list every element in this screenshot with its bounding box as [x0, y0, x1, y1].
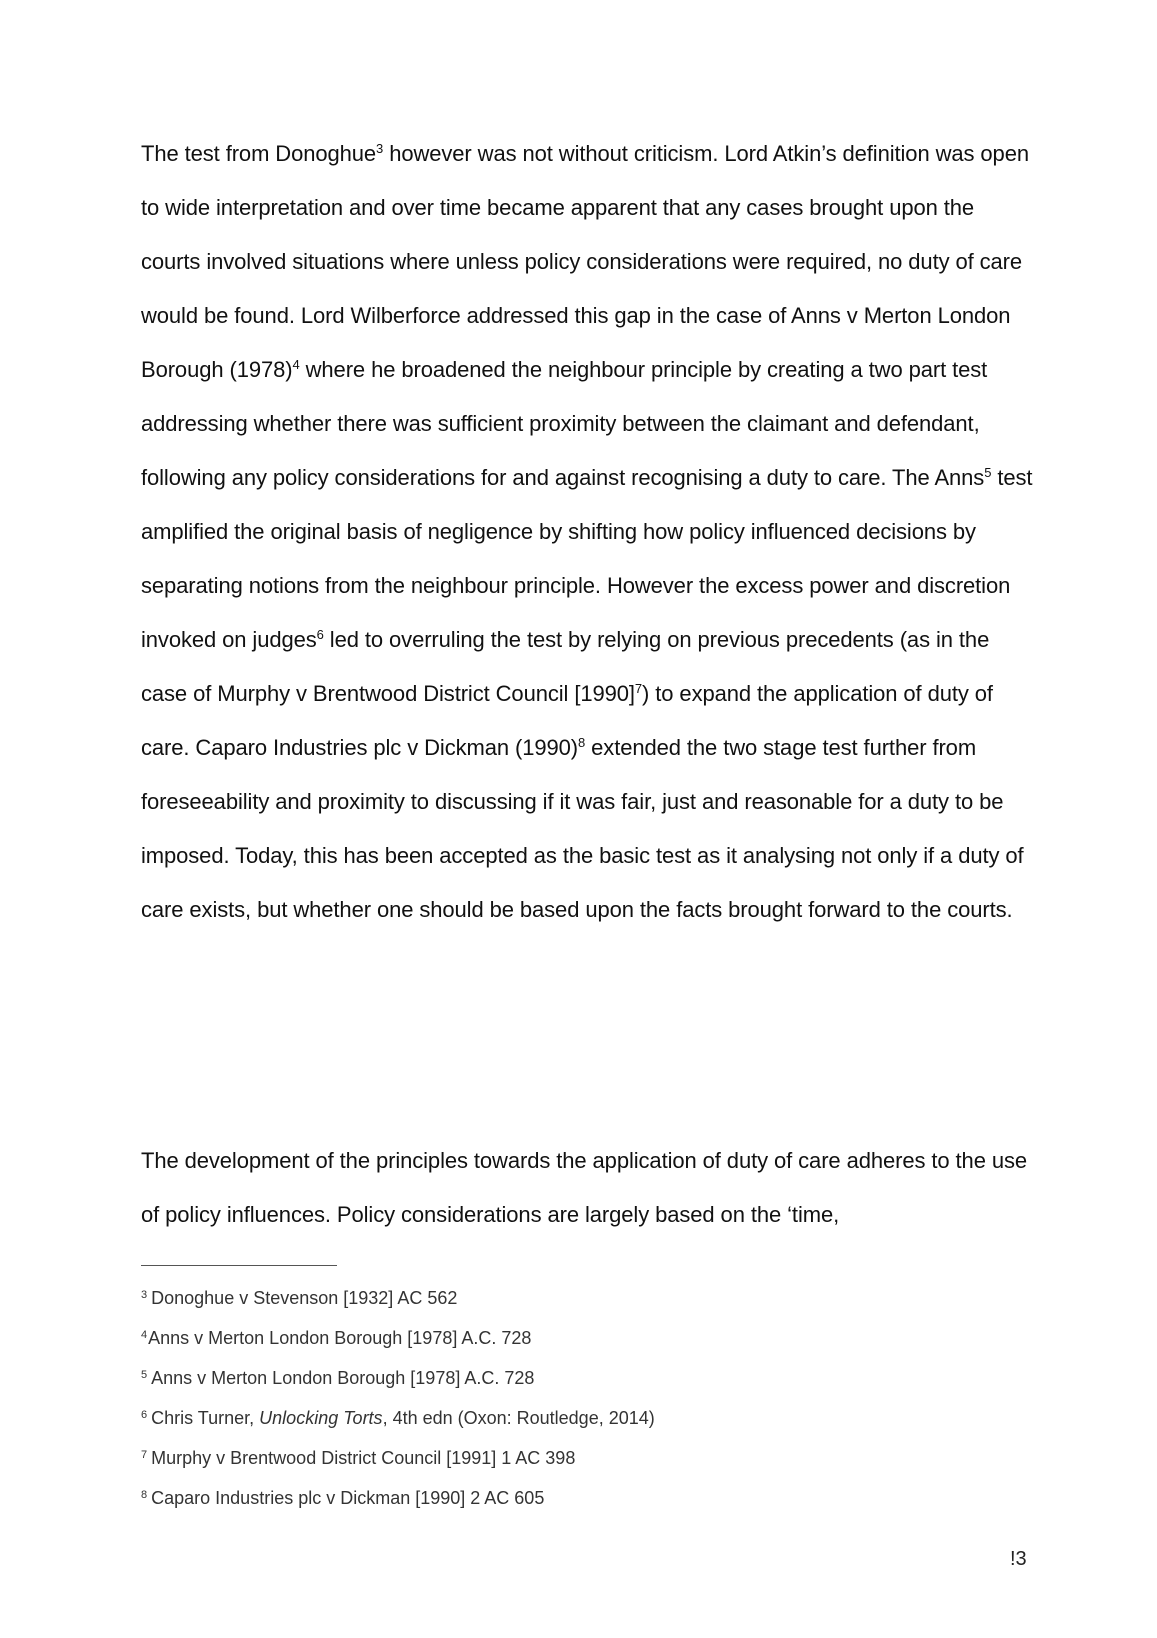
footnote-item: [141, 1358, 1033, 1398]
body-paragraph-2: [141, 1134, 1033, 1242]
footnote-number: 4: [141, 1329, 148, 1341]
footnote-text: Anns v Merton London Borough [1978] A.C. 728: [148, 1328, 532, 1348]
footnote-number: 7: [141, 1449, 148, 1461]
footnote-text: Chris Turner,: [151, 1408, 260, 1428]
footnote-reference[interactable]: 7: [634, 681, 643, 696]
footnote-reference[interactable]: 6: [316, 627, 324, 642]
paragraph-text: test amplified the original basis of negligence by shifting how policy influenced decisions by separating notions from the neighbour principle. However the excess power and discretion invoked on judges: [141, 465, 1033, 652]
footnote-text: Anns v Merton London Borough [1978] A.C. 728: [151, 1368, 535, 1388]
paragraph-text: The development of the principles towards the application of duty of care adheres to the use of policy influences. Policy considerations are largely based on the ‘time,: [141, 1148, 1028, 1227]
paragraph-text: where he broadened the neighbour principle by creating a two part test addressing whether there was sufficient proximity between the claimant and defendant, following any policy considerations for and against recognising a duty to care. The Anns: [141, 357, 988, 490]
page-number: !3: [1010, 1548, 1027, 1570]
footnote-reference[interactable]: 4: [292, 357, 300, 372]
footnote-reference[interactable]: 5: [984, 465, 992, 480]
footnote-number: 8: [141, 1489, 148, 1501]
body-paragraph-1: [141, 127, 1033, 937]
paragraph-text: ) to expand the application of duty of care. Caparo Industries plc v Dickman (1990): [141, 681, 993, 760]
footnote-item: [141, 1398, 1033, 1438]
footnote-separator: [141, 1265, 337, 1266]
footnote-title-italic: Unlocking Torts: [259, 1408, 383, 1428]
footnote-number: 5: [141, 1369, 148, 1381]
footnote-item: [141, 1278, 1033, 1318]
footnote-text: , 4th edn (Oxon: Routledge, 2014): [382, 1408, 655, 1428]
footnote-item: [141, 1318, 1033, 1358]
footnote-reference[interactable]: 8: [578, 735, 586, 750]
paragraph-text: The test from Donoghue: [141, 141, 377, 166]
paragraph-text: led to overruling the test by relying on previous precedents (as in the case of Murphy v Brentwood District Council [1990]: [141, 627, 990, 706]
footnotes-list: [141, 1278, 1033, 1518]
paragraph-text: however was not without criticism. Lord Atkin’s definition was open to wide interpretation and over time became apparent that any cases brought upon the courts involved situations where unless policy considerations were required, no duty of care would be found. Lord Wilberforce addressed this gap in the case of Anns v Merton London Borough (1978): [141, 141, 1029, 382]
footnote-number: 6: [141, 1409, 148, 1421]
footnote-item: [141, 1478, 1033, 1518]
footnote-number: 3: [141, 1289, 148, 1301]
footnote-text: Donoghue v Stevenson [1932] AC 562: [151, 1288, 458, 1308]
footnote-text: Murphy v Brentwood District Council [1991] 1 AC 398: [151, 1448, 576, 1468]
footnote-text: Caparo Industries plc v Dickman [1990] 2 AC 605: [151, 1488, 545, 1508]
paragraph-text: extended the two stage test further from foreseeability and proximity to discussing if it was fair, just and reasonable for a duty to be imposed. Today, this has been accepted as the basic test as it analysing not only if a duty of care exists, but whether one should be based upon the facts brought forward to the courts.: [141, 735, 1024, 922]
footnote-item: [141, 1438, 1033, 1478]
footnote-reference[interactable]: 3: [376, 141, 384, 156]
